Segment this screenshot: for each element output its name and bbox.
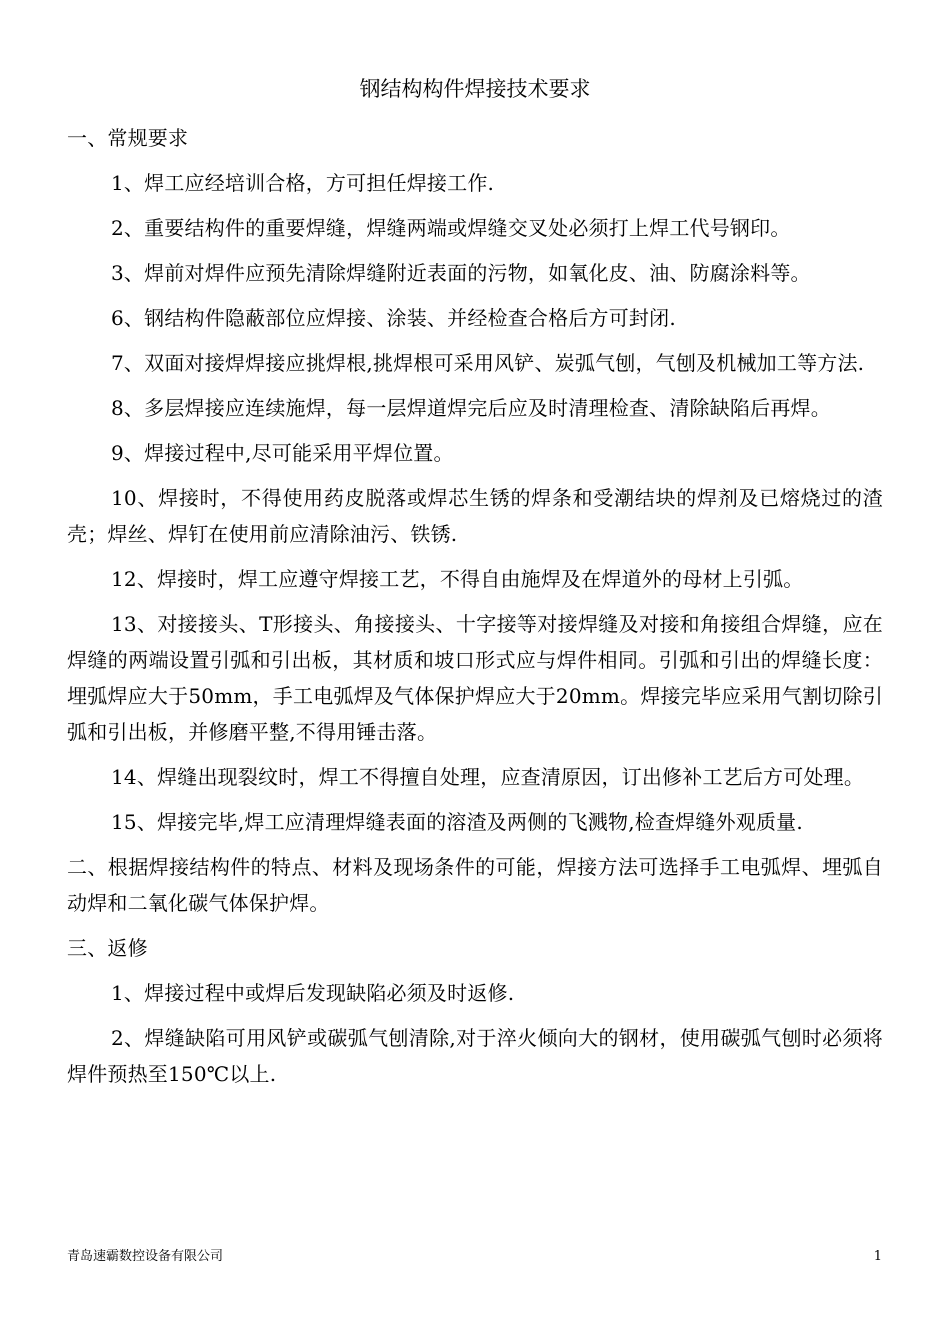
paragraph-item-9: 9、焊接过程中,尽可能采用平焊位置。 (111, 441, 454, 465)
repair-item-1: 1、焊接过程中或焊后发现缺陷必须及时返修. (111, 981, 515, 1005)
section-heading-repair: 三、返修 (67, 936, 148, 960)
document-title: 钢结构构件焊接技术要求 (359, 77, 591, 101)
paragraph-item-1: 1、焊工应经培训合格，方可担任焊接工作. (111, 171, 495, 195)
paragraph-item-3: 3、焊前对焊件应预先清除焊缝附近表面的污物，如氧化皮、油、防腐涂料等。 (111, 261, 811, 285)
paragraph-item-10: 10、焊接时，不得使用药皮脱落或焊芯生锈的焊条和受潮结块的焊剂及已熔烧过的渣壳；焊丝、焊钉在使用前应清除油污、铁锈. (67, 486, 883, 546)
section-heading-general: 一、常规要求 (67, 126, 189, 150)
paragraph-item-8: 8、多层焊接应连续施焊，每一层焊道焊完后应及时清理检查、清除缺陷后再焊。 (111, 396, 831, 420)
paragraph-item-2: 2、重要结构件的重要焊缝，焊缝两端或焊缝交叉处必须打上焊工代号钢印。 (111, 216, 791, 240)
paragraph-item-7: 7、双面对接焊焊接应挑焊根,挑焊根可采用风铲、炭弧气刨，气刨及机械加工等方法. (111, 351, 865, 375)
paragraph-item-15: 15、焊接完毕,焊工应清理焊缝表面的溶渣及两侧的飞溅物,检查焊缝外观质量. (111, 810, 803, 834)
section-heading-welding-methods: 二、根据焊接结构件的特点、材料及现场条件的可能，焊接方法可选择手工电弧焊、埋弧自动焊和二氧化碳气体保护焊。 (67, 855, 883, 915)
repair-item-2: 2、焊缝缺陷可用风铲或碳弧气刨清除,对于淬火倾向大的钢材，使用碳弧气刨时必须将焊件预热至150℃以上. (67, 1026, 883, 1086)
document-body (67, 120, 883, 1101)
paragraph-item-6: 6、钢结构件隐蔽部位应焊接、涂装、并经检查合格后方可封闭. (111, 306, 676, 330)
paragraph-item-14: 14、焊缝出现裂纹时，焊工不得擅自处理，应查清原因，订出修补工艺后方可处理。 (111, 765, 865, 789)
paragraph-item-12: 12、焊接时，焊工应遵守焊接工艺，不得自由施焊及在焊道外的母材上引弧。 (111, 567, 804, 591)
paragraph-item-13: 13、对接接头、T形接头、角接接头、十字接等对接焊缝及对接和角接组合焊缝，应在焊缝的两端设置引弧和引出板，其材质和坡口形式应与焊件相同。引弧和引出的焊缝长度：埋弧焊应大于50mm，手工电弧焊及气体保护焊应大于20mm。焊接完毕应采用气割切除引弧和引出板，并修磨平整,不得用锤击落。 (67, 612, 883, 744)
footer-page-number: 1 (873, 1249, 882, 1264)
footer-company-name: 青岛速霸数控设备有限公司 (67, 1249, 224, 1264)
